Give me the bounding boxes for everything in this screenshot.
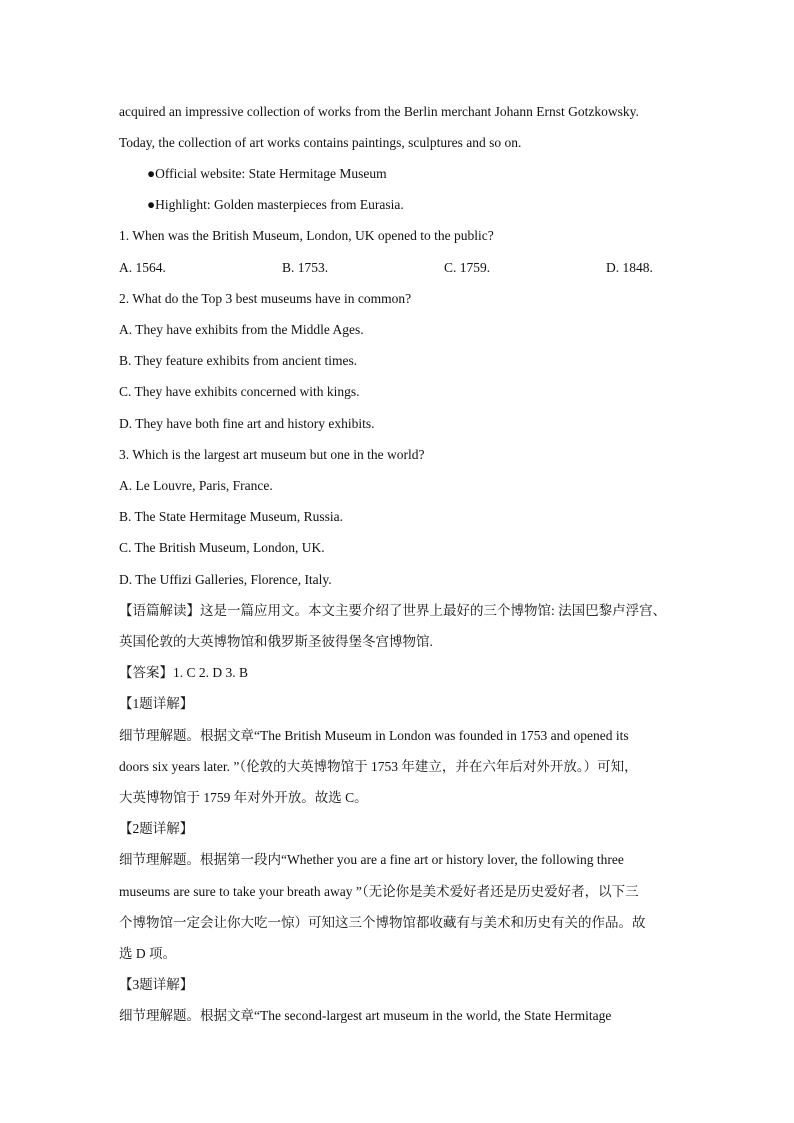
detail-line: 大英博物馆于 1759 年对外开放。故选 C。 [119,790,368,805]
answer-key: 【答案】1. C 2. D 3. B [119,665,249,680]
detail-title: 【1题详解】 [119,696,194,711]
question-stem: 1. When was the British Museum, London, UK opened to the public? [119,228,494,243]
option-c: C. The British Museum, London, UK. [119,540,325,555]
detail-line: museums are sure to take your breath away ”（无论你是美术爱好者还是历史爱好者，以下三 [119,884,639,899]
passage-line: Today, the collection of art works contains paintings, sculptures and so on. [119,135,522,150]
detail-line: 细节理解题。根据第一段内“Whether you are a fine art or history lover, the following three [119,852,624,867]
bullet-website: ●Official website: State Hermitage Museum [147,166,387,181]
detail-line: 细节理解题。根据文章“The British Museum in London was founded in 1753 and opened its [119,728,629,743]
option-a: A. 1564. [119,260,166,275]
question-stem: 2. What do the Top 3 best museums have in common? [119,291,412,306]
bullet-highlight: ●Highlight: Golden masterpieces from Eurasia. [147,197,404,212]
option-d: D. They have both fine art and history exhibits. [119,416,375,431]
detail-line: 选 D 项。 [119,946,176,961]
detail-line: 细节理解题。根据文章“The second-largest art museum in the world, the State Hermitage [119,1008,612,1023]
passage-line: acquired an impressive collection of works from the Berlin merchant Johann Ernst Gotzkowsky. [119,104,639,119]
detail-line: doors six years later. ”（伦敦的大英博物馆于 1753 年建立，并在六年后对外开放。）可知， [119,759,638,774]
option-a: A. Le Louvre, Paris, France. [119,478,273,493]
option-d: D. The Uffizi Galleries, Florence, Italy. [119,572,332,587]
detail-title: 【2题详解】 [119,821,194,836]
option-b: B. They feature exhibits from ancient times. [119,353,358,368]
option-b: B. 1753. [282,260,329,275]
option-b: B. The State Hermitage Museum, Russia. [119,509,343,524]
summary-line: 英国伦敦的大英博物馆和俄罗斯圣彼得堡冬宫博物馆. [119,634,433,649]
option-d: D. 1848. [606,260,653,275]
detail-title: 【3题详解】 [119,977,194,992]
option-c: C. They have exhibits concerned with kings. [119,384,360,399]
option-a: A. They have exhibits from the Middle Ages. [119,322,364,337]
question-stem: 3. Which is the largest art museum but one in the world? [119,447,425,462]
option-c: C. 1759. [444,260,491,275]
detail-line: 个博物馆一定会让你大吃一惊）可知这三个博物馆都收藏有与美术和历史有关的作品。故 [119,915,646,930]
summary-line: 【语篇解读】这是一篇应用文。本文主要介绍了世界上最好的三个博物馆: 法国巴黎卢浮宫、 [119,603,667,618]
